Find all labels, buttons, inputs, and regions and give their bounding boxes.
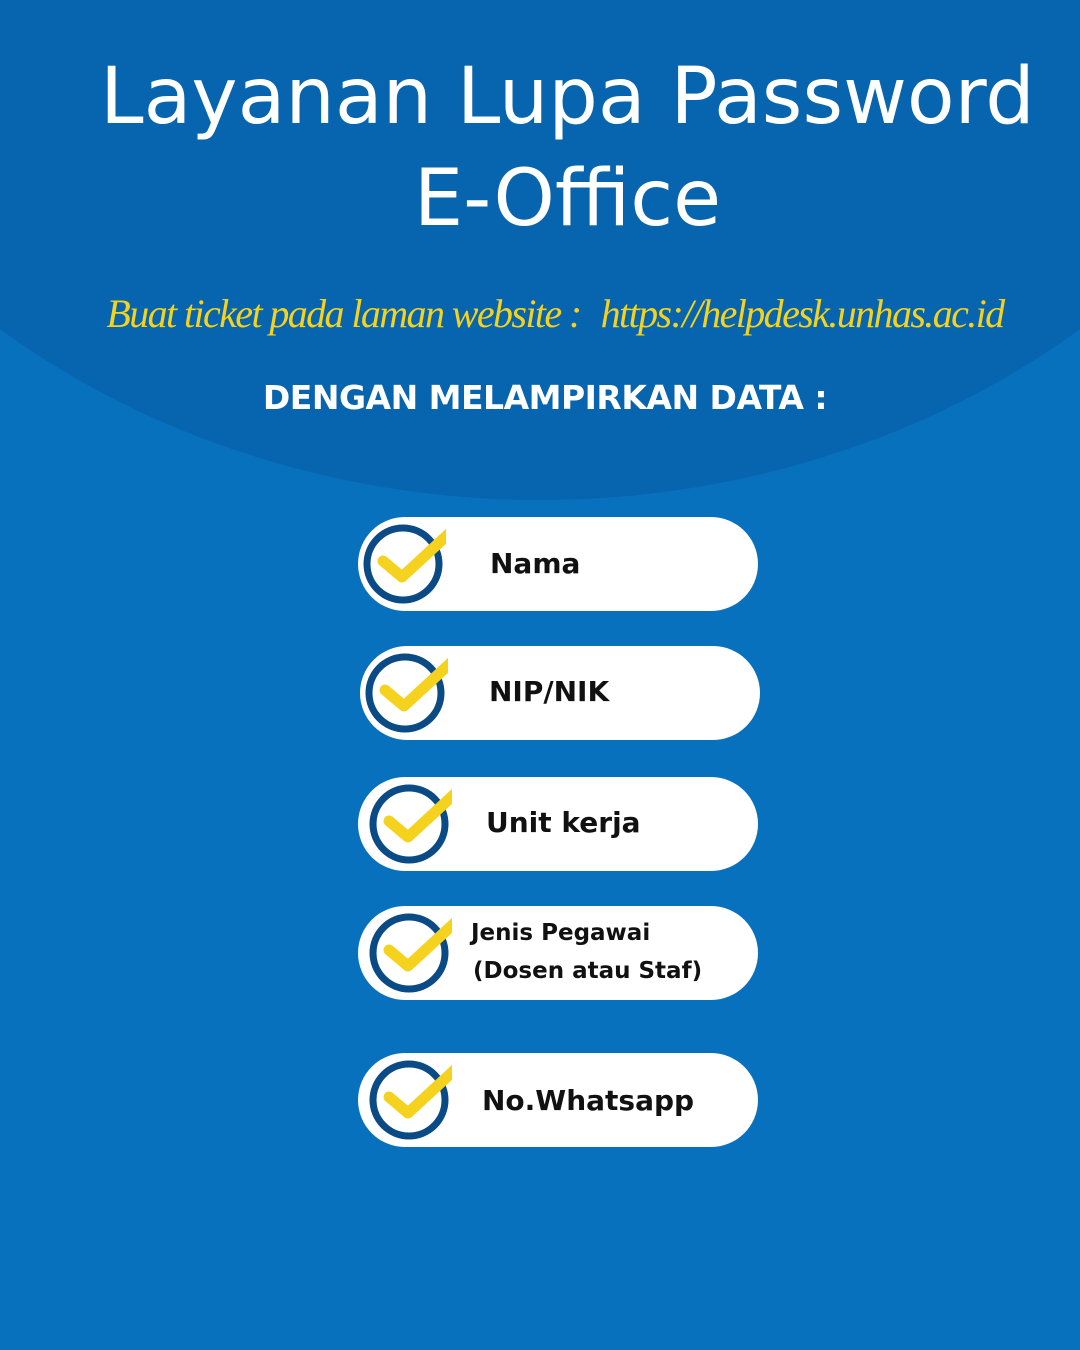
checklist-item-label: NIP/NIK [489,675,610,708]
checklist-item-label: No.Whatsapp [482,1084,695,1117]
checklist-item-label: Unit kerja [486,806,641,839]
checklist-item-nama [358,517,758,611]
check-circle-icon [366,910,452,996]
check-circle-icon [362,650,448,736]
instruction-prefix: Buat ticket pada laman website : [106,291,581,336]
page-title-line2: E-Office [413,154,722,244]
checklist-item-label [471,914,702,990]
checklist-item-label-line1: Jenis Pegawai [471,920,651,946]
check-circle-icon [366,781,452,867]
checklist-item-label-line2: (Dosen atau Staf) [473,958,703,984]
checklist-item-label: Nama [490,547,581,580]
helpdesk-url-link[interactable]: https://helpdesk.unhas.ac.id [600,291,1004,336]
checklist-item-jenis-pegawai [358,906,758,1000]
page-title-line1: Layanan Lupa Password [100,52,1035,142]
checklist-item-unit-kerja [358,777,758,871]
section-heading: DENGAN MELAMPIRKAN DATA : [262,378,828,417]
checklist-item-nip-nik [360,646,760,740]
instruction-text [0,290,1080,337]
check-circle-icon [360,521,446,607]
checklist-item-no-whatsapp [358,1053,758,1147]
check-circle-icon [366,1057,452,1143]
